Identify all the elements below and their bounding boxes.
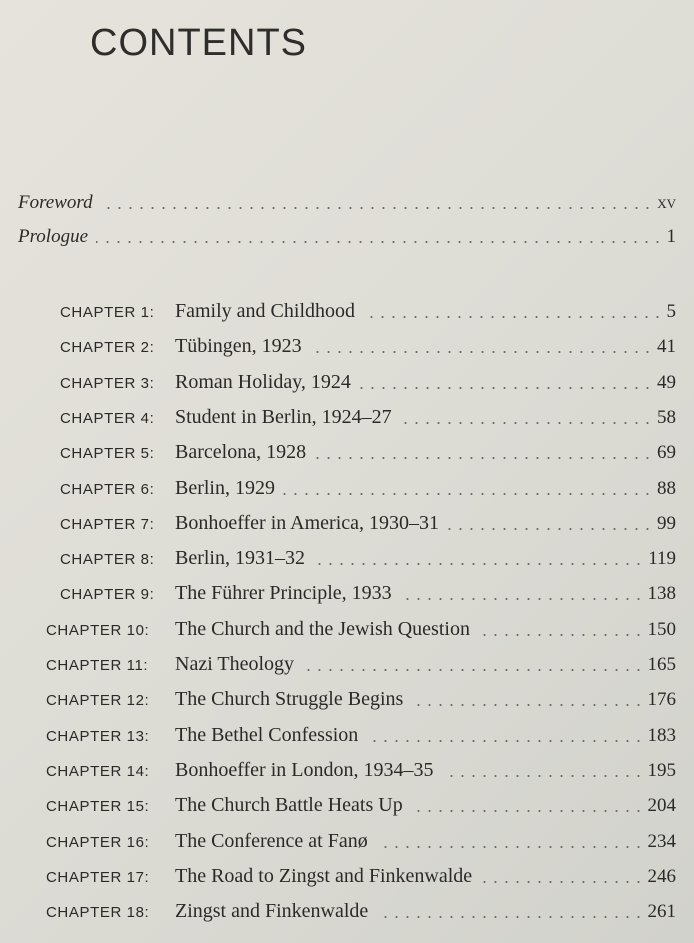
chapter-number: CHAPTER 8: [60,551,155,568]
chapter-row[interactable] [0,791,694,821]
dot-leader [376,846,644,848]
page-number: 138 [647,583,676,604]
dot-leader [359,387,653,389]
chapter-title: The Führer Principle, 1933 [175,582,392,604]
page-number: 183 [647,725,676,746]
page-number: 119 [648,548,676,569]
page-number: 58 [657,407,676,428]
page-number: 5 [666,301,676,322]
page-number: xv [657,192,676,213]
chapter-title: Zingst and Finkenwalde [175,900,369,922]
page-number: 1 [666,226,676,247]
dot-leader [400,598,644,600]
chapter-number: CHAPTER 14: [46,763,150,780]
chapter-title: Student in Berlin, 1924–27 [175,406,392,428]
dot-leader [313,563,644,565]
dot-leader [302,669,644,671]
chapter-row[interactable] [0,403,694,433]
chapter-number: CHAPTER 13: [46,728,150,745]
chapter-row[interactable] [0,509,694,539]
chapter-title: Nazi Theology [175,653,295,675]
page-number: 176 [647,689,676,710]
page-number: 49 [657,372,676,393]
chapter-row[interactable] [0,474,694,504]
chapter-title: The Church Struggle Begins [175,688,404,710]
front-matter-label: Prologue [18,226,89,247]
chapter-number: CHAPTER 12: [46,692,150,709]
chapter-row[interactable] [0,615,694,645]
chapter-number: CHAPTER 2: [60,339,155,356]
dot-leader [366,740,644,742]
page-number: 204 [647,795,676,816]
chapter-number: CHAPTER 11: [46,657,149,674]
page-number: 234 [647,831,676,852]
chapter-row[interactable] [0,297,694,327]
chapter-row[interactable] [0,862,694,892]
page-number: 150 [647,619,676,640]
front-matter-label: Foreword [18,192,93,213]
chapter-number: CHAPTER 10: [46,622,150,639]
chapter-title: The Road to Zingst and Finkenwalde [175,865,473,887]
chapter-title: The Bethel Confession [175,724,359,746]
chapter-number: CHAPTER 15: [46,798,150,815]
chapter-number: CHAPTER 4: [60,410,155,427]
page-number: 261 [647,901,676,922]
front-matter-row[interactable] [0,222,694,252]
chapter-row[interactable] [0,544,694,574]
chapter-number: CHAPTER 6: [60,481,155,498]
dot-leader [478,634,644,636]
chapter-row[interactable] [0,827,694,857]
page-number: 165 [647,654,676,675]
page-title: CONTENTS [90,22,307,64]
chapter-row[interactable] [0,579,694,609]
dot-leader [411,704,644,706]
chapter-number: CHAPTER 3: [60,375,155,392]
chapter-title: Roman Holiday, 1924 [175,371,351,393]
front-matter-row[interactable] [0,188,694,218]
chapter-number: CHAPTER 9: [60,586,155,603]
chapter-number: CHAPTER 16: [46,834,150,851]
dot-leader [310,351,653,353]
chapter-title: Berlin, 1929 [175,477,275,499]
chapter-title: The Church Battle Heats Up [175,794,403,816]
chapter-title: Berlin, 1931–32 [175,547,305,569]
chapter-title: Bonhoeffer in America, 1930–31 [175,512,440,534]
chapter-title: The Church and the Jewish Question [175,618,470,640]
chapter-title: Family and Childhood [175,300,355,322]
page-number: 41 [657,336,676,357]
chapter-title: Barcelona, 1928 [175,441,307,463]
dot-leader [363,316,663,318]
dot-leader [480,881,644,883]
chapter-row[interactable] [0,368,694,398]
dot-leader [101,207,653,209]
chapter-title: Tübingen, 1923 [175,335,302,357]
chapter-number: CHAPTER 18: [46,904,150,921]
dot-leader [283,493,653,495]
chapter-title: The Conference at Fanø [175,830,368,852]
chapter-number: CHAPTER 1: [60,304,155,321]
chapter-number: CHAPTER 17: [46,869,150,886]
dot-leader [411,810,644,812]
chapter-title: Bonhoeffer in London, 1934–35 [175,759,434,781]
chapter-number: CHAPTER 7: [60,516,155,533]
chapter-row[interactable] [0,721,694,751]
chapter-row[interactable] [0,438,694,468]
chapter-row[interactable] [0,332,694,362]
page-number: 246 [647,866,676,887]
dot-leader [442,775,644,777]
dot-leader [447,528,653,530]
page-number: 99 [657,513,676,534]
chapter-row[interactable] [0,650,694,680]
chapter-row[interactable] [0,897,694,927]
page-number: 195 [647,760,676,781]
page-number: 88 [657,478,676,499]
chapter-row[interactable] [0,756,694,786]
page-number: 69 [657,442,676,463]
chapter-row[interactable] [0,685,694,715]
dot-leader [400,422,653,424]
dot-leader [96,241,663,243]
chapter-number: CHAPTER 5: [60,445,155,462]
dot-leader [376,916,644,918]
dot-leader [314,457,653,459]
